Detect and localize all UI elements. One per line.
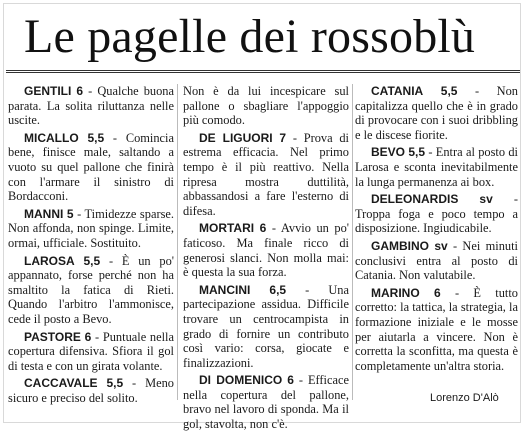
continued-text: Non è da lui incespicare sul pallone o sbagliare l'appoggio più comodo. [183, 84, 349, 128]
player-rating: DELEONARDIS sv - Troppa foga e poco tempo a disposizione. Ingiudicabile. [355, 192, 518, 236]
player-rating: BEVO 5,5 - Entra al posto di Larosa e sconta inevitabilmente la lunga permanenza ai box. [355, 145, 519, 189]
player-name: LAROSA [24, 253, 75, 268]
player-vote: sv [479, 192, 493, 207]
player-rating: PASTORE 6 - Puntuale nella copertura difensiva. Sfiora il gol di testa e con un girata volante. [8, 329, 174, 373]
author-byline: Lorenzo D'Alò [430, 392, 499, 404]
rating-comment: Non capitalizza quello che è in grado di provocare con i suoi dribbling e le discese fiorite. [355, 84, 518, 142]
column-1 [8, 84, 175, 405]
player-rating: MANNI 5 - Timidezze sparse. Non affonda, non spinge. Limite, ormai, ufficiale. Sostituito. [8, 206, 174, 250]
player-rating: MANCINI 6,5 - Una partecipazione assidua. Difficile trovare un centrocampista in grado di fornire un contributo così vario: corsa, giocate e finalizzazioni. [183, 282, 349, 370]
rating-comment: Prova di estrema efficacia. Nel primo tempo è il più reattivo. Nella ripresa mostra duttilità, abbassandosi a fare l'esterno di difesa. [183, 130, 349, 218]
rating-comment: Nei minuti conclusivi entra al posto di Catania. Non valutabile. [355, 238, 518, 283]
player-rating: CATANIA 5,5 - Non capitalizza quello che è in grado di provocare con i suoi dribbling e le discese fiorite. [355, 84, 518, 142]
rating-comment: È tutto corretto: la tattica, la strategia, la formazione iniziale e le mosse per aiutarla a vincere. Non è corretta la sconfitta, ma questa è completamente un'altra storia. [355, 285, 518, 373]
player-name: GAMBINO [371, 238, 429, 253]
column-3 [355, 84, 518, 400]
player-rating: DI DOMENICO 6 - Efficace nella copertura del pallone, bravo nel lavoro di sponda. Ma il gol, stavolta, non c'è. [183, 373, 349, 432]
player-rating: GENTILI 6 - Qualche buona parata. La solita riluttanza nelle uscite. [8, 84, 174, 128]
player-name: DI DOMENICO [199, 373, 283, 388]
player-name: MANNI [24, 206, 64, 221]
rating-comment: Meno sicuro e preciso del solito. [8, 376, 174, 405]
article-headline: Le pagelle dei rossoblù [24, 10, 476, 63]
player-rating: MICALLO 5,5 - Comincia bene, finisce male, saltando a vuoto su quel pallone che finirà con l'armare il sinistro di Bordacconi. [8, 130, 174, 204]
player-vote: 6 [259, 221, 267, 236]
player-name: DELEONARDIS [371, 192, 459, 207]
player-name: CACCAVALE [24, 376, 98, 391]
player-vote: 6 [433, 285, 441, 300]
rating-comment: Puntuale nella copertura difensiva. Sfiora il gol di testa e con un girata volante. [8, 329, 174, 373]
column-divider-1 [177, 84, 178, 400]
rating-comment: Comincia bene, finisce male, saltando a vuoto su quel pallone che finirà con l'armare il sinistro di Bordacconi. [8, 130, 174, 204]
rating-comment: Efficace nella copertura del pallone, bravo nel lavoro di sponda. Ma il gol, stavolta, non c'è. [183, 373, 349, 432]
rating-comment: Timidezze sparse. Non affonda, non spinge. Limite, ormai, ufficiale. Sostituito. [8, 206, 174, 250]
rating-comment: Entra al posto di Larosa e sconta inevitabilmente la lunga permanenza ai box. [355, 145, 519, 189]
rating-comment: È un po' appannato, forse perché non ha smaltito la fatica di Rieti. Quando l'arbitro l'ammonisce, cede il posto a Bevo. [8, 253, 175, 326]
player-vote: 5 [66, 206, 74, 221]
player-vote: 5,5 [83, 253, 101, 268]
headline-rule-thin [6, 72, 520, 73]
headline-rule [6, 70, 520, 71]
player-rating: CACCAVALE 5,5 - Meno sicuro e preciso del solito. [8, 376, 174, 405]
player-vote: 5,5 [440, 84, 458, 98]
player-vote: 6 [76, 84, 84, 98]
player-rating: LAROSA 5,5 - È un po' appannato, forse perché non ha smaltito la fatica di Rieti. Quando l'arbitro l'ammonisce, cede il posto a Bevo. [8, 253, 175, 326]
player-vote: 5,5 [87, 130, 105, 145]
player-vote: 5,5 [408, 145, 426, 160]
player-vote: 6,5 [269, 282, 287, 297]
player-rating: GAMBINO sv - Nei minuti conclusivi entra al posto di Catania. Non valutabile. [355, 238, 518, 283]
player-rating: MORTARI 6 - Avvio un po' faticoso. Ma finale ricco di generosi slanci. Non molla mai: è questa la sua forza. [183, 221, 349, 280]
player-rating: DE LIGUORI 7 - Prova di estrema efficacia. Nel primo tempo è il più reattivo. Nella ripresa mostra duttilità, abbassandosi a fare l'esterno di difesa. [183, 130, 349, 218]
player-name: MARINO [371, 285, 420, 300]
player-vote: 6 [287, 373, 294, 388]
player-vote: 6 [84, 329, 92, 344]
player-vote: 7 [279, 130, 287, 145]
column-2 [183, 84, 349, 432]
player-name: PASTORE [24, 329, 81, 344]
rating-comment: Troppa foga e poco tempo a disposizione. Ingiudicabile. [355, 206, 518, 236]
rating-comment: Una partecipazione assidua. Difficile trovare un centrocampista in grado di fornire un contributo così vario: corsa, giocate e finalizzazioni. [183, 282, 349, 370]
player-name: MANCINI [199, 282, 251, 297]
player-vote: 5,5 [106, 376, 124, 391]
player-name: CATANIA [371, 84, 424, 98]
player-name: MICALLO [24, 130, 79, 145]
player-name: GENTILI [24, 84, 72, 98]
player-rating: MARINO 6 - È tutto corretto: la tattica, la strategia, la formazione iniziale e le mosse per aiutarla a vincere. Non è corretta la sconfitta, ma questa è completamente un'altra storia. [355, 285, 518, 373]
player-vote: sv [434, 238, 448, 253]
column-divider-2 [352, 84, 353, 400]
player-name: BEVO [371, 145, 406, 160]
player-name: MORTARI [199, 221, 255, 236]
player-name: DE LIGUORI [199, 130, 273, 145]
rating-comment: Avvio un po' faticoso. Ma finale ricco di generosi slanci. Non molla mai: è questa la sua forza. [183, 221, 349, 280]
rating-comment: Qualche buona parata. La solita riluttanza nelle uscite. [8, 84, 174, 128]
